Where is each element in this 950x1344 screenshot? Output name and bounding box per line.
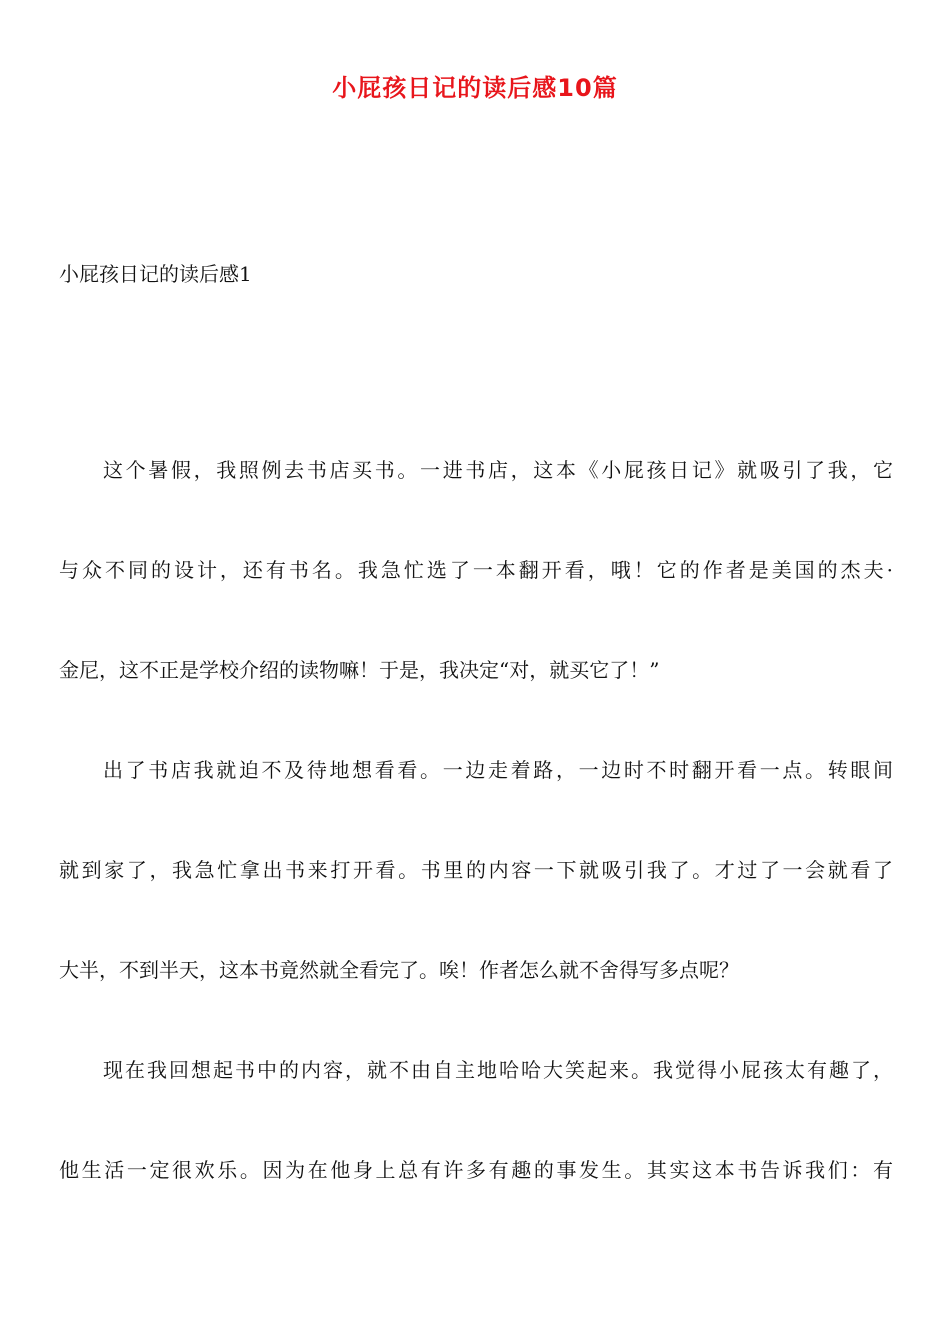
paragraph-line: 就到家了，我急忙拿出书来打开看。书里的内容一下就吸引我了。才过了一会就看了 bbox=[59, 858, 893, 882]
paragraph-line: 金尼，这不正是学校介绍的读物嘛！于是，我决定“对，就买它了！” bbox=[59, 658, 660, 682]
paragraph-line: 出了书店我就迫不及待地想看看。一边走着路，一边时不时翻开看一点。转眼间 bbox=[103, 758, 893, 782]
section-heading: 小屁孩日记的读后感1 bbox=[59, 262, 252, 286]
paragraph-line: 现在我回想起书中的内容，就不由自主地哈哈大笑起来。我觉得小屁孩太有趣了， bbox=[103, 1058, 893, 1082]
document-title: 小屁孩日记的读后感10篇 bbox=[332, 74, 618, 102]
paragraph-line: 他生活一定很欢乐。因为在他身上总有许多有趣的事发生。其实这本书告诉我们：有 bbox=[59, 1158, 893, 1182]
paragraph-line: 与众不同的设计，还有书名。我急忙选了一本翻开看，哦！它的作者是美国的杰夫· bbox=[59, 558, 893, 582]
paragraph-line: 这个暑假，我照例去书店买书。一进书店，这本《小屁孩日记》就吸引了我，它 bbox=[103, 458, 893, 482]
paragraph-line: 大半，不到半天，这本书竟然就全看完了。唉！作者怎么就不舍得写多点呢？ bbox=[59, 958, 739, 982]
